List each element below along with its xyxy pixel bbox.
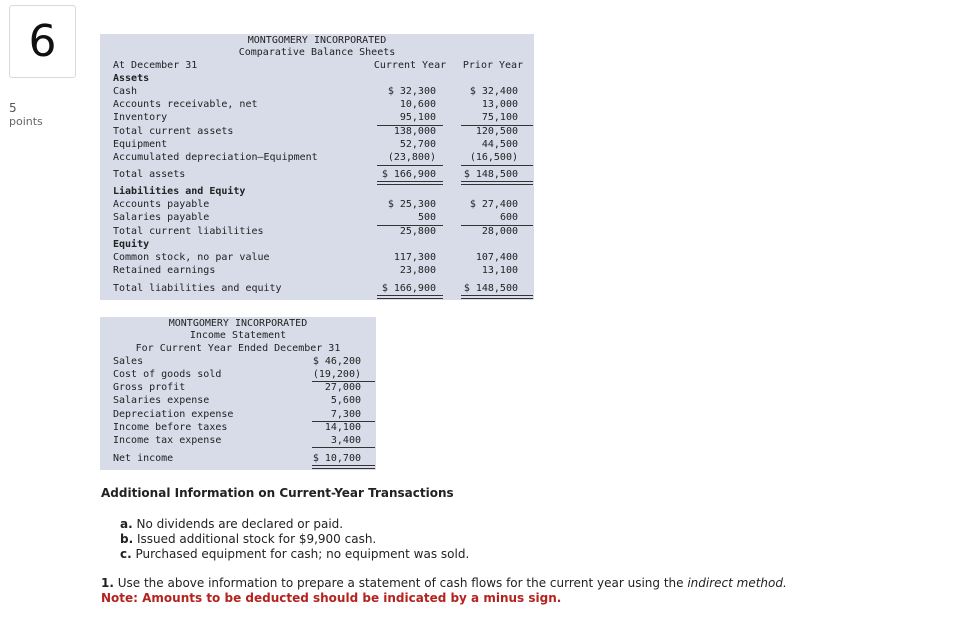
table-row: [100, 85, 534, 98]
table-row: [100, 355, 376, 368]
row-label: Total liabilities and equity: [113, 283, 282, 294]
row-label: Gross profit: [113, 382, 186, 393]
additional-info-item: [120, 532, 376, 547]
underline: [461, 165, 533, 166]
row-label: Assets: [113, 73, 150, 84]
item-letter: b.: [120, 532, 134, 546]
current-year-value: $ 32,300: [387, 86, 436, 97]
prior-year-value: $ 27,400: [469, 199, 518, 210]
balance-sheet-table: [100, 34, 534, 300]
row-label: Total current liabilities: [113, 226, 264, 237]
item-text: Issued additional stock for $9,900 cash.: [133, 532, 377, 546]
table-row: [100, 394, 376, 407]
instruction-number: 1.: [101, 576, 114, 590]
table-row: [100, 211, 534, 224]
amount-value: 5,600: [330, 395, 361, 406]
table-row: [100, 225, 534, 238]
table-row: [100, 98, 534, 111]
balance-sheet-title: Comparative Balance Sheets: [238, 47, 396, 58]
underline: [461, 295, 533, 296]
row-label: Total current assets: [113, 126, 234, 137]
current-year-value: $ 25,300: [387, 199, 436, 210]
current-year-value: 117,300: [393, 252, 436, 263]
prior-year-value: (16,500): [469, 152, 518, 163]
prior-year-value: 107,400: [475, 252, 518, 263]
table-row: [100, 251, 534, 264]
amount-value: 3,400: [330, 435, 361, 446]
underline: [461, 184, 533, 185]
row-label: Total assets: [113, 169, 186, 180]
table-row: [100, 381, 376, 394]
current-year-value: (23,800): [387, 152, 436, 163]
row-label: Inventory: [113, 112, 168, 123]
underline: [461, 125, 533, 126]
row-label: Salaries payable: [113, 212, 210, 223]
row-label: Income before taxes: [113, 422, 228, 433]
item-text: No dividends are declared or paid.: [132, 517, 344, 531]
table-row: [100, 138, 534, 151]
amount-value: (19,200): [312, 369, 361, 380]
row-label: Accumulated depreciation—Equipment: [113, 152, 318, 163]
prior-year-value: 120,500: [475, 126, 518, 137]
underline: [312, 465, 375, 466]
underline: [377, 295, 443, 296]
balance-sheet-company: MONTGOMERY INCORPORATED: [247, 35, 387, 46]
additional-info-item: [120, 517, 343, 532]
row-label: Depreciation expense: [113, 409, 234, 420]
amount-value: $ 46,200: [312, 356, 361, 367]
underline: [461, 298, 533, 299]
table-row: [100, 421, 376, 434]
row-label: Accounts receivable, net: [113, 99, 258, 110]
amount-value: $ 10,700: [312, 453, 361, 464]
current-year-value: 25,800: [399, 226, 436, 237]
additional-info-heading: [101, 486, 454, 501]
instruction-emphasis: indirect method.: [687, 576, 787, 590]
row-label: Cash: [113, 86, 138, 97]
underline: [377, 181, 443, 182]
row-label: Sales: [113, 356, 144, 367]
current-year-value: $ 166,900: [381, 169, 436, 180]
points-indicator: [9, 102, 43, 128]
current-year-value: 95,100: [399, 112, 436, 123]
underline: [377, 225, 443, 226]
current-year-value: 52,700: [399, 139, 436, 150]
income-statement-period: For Current Year Ended December 31: [135, 343, 341, 354]
table-row: [100, 168, 534, 181]
table-row: [100, 125, 534, 138]
table-row: [100, 282, 534, 295]
prior-year-value: 75,100: [481, 112, 518, 123]
underline: [312, 421, 375, 422]
income-statement-table: [100, 317, 376, 470]
additional-info-item: [120, 547, 469, 562]
underline: [377, 125, 443, 126]
row-label: Cost of goods sold: [113, 369, 222, 380]
table-row: [100, 434, 376, 447]
current-year-value: 23,800: [399, 265, 436, 276]
row-label: Salaries expense: [113, 395, 210, 406]
underline: [312, 381, 375, 382]
amount-value: 7,300: [330, 409, 361, 420]
prior-year-value: 13,100: [481, 265, 518, 276]
row-label: Accounts payable: [113, 199, 210, 210]
income-statement-company: MONTGOMERY INCORPORATED: [168, 318, 308, 329]
row-label: Net income: [113, 453, 174, 464]
prior-year-value: $ 148,500: [463, 283, 518, 294]
prior-year-value: 28,000: [481, 226, 518, 237]
additional-info-heading-text: Additional Information on Current-Year Transactions: [101, 486, 454, 500]
table-row: [100, 111, 534, 124]
prior-year-value: 44,500: [481, 139, 518, 150]
row-label: Equipment: [113, 139, 168, 150]
underline: [312, 468, 375, 469]
column-header-prior: Prior Year: [462, 60, 524, 71]
current-year-value: 138,000: [393, 126, 436, 137]
table-row: [100, 368, 376, 381]
question-number: 6: [9, 5, 76, 78]
row-label: Equity: [113, 239, 150, 250]
underline: [461, 225, 533, 226]
table-row: [100, 72, 534, 85]
instruction-body: Use the above information to prepare a statement of cash flows for the current year using the: [113, 576, 688, 590]
item-letter: a.: [120, 517, 133, 531]
table-row: [100, 452, 376, 465]
points-value: 5: [9, 101, 17, 115]
instruction-note: Note: Amounts to be deducted should be indicated by a minus sign.: [101, 591, 562, 605]
row-label: Common stock, no par value: [113, 252, 270, 263]
current-year-value: 500: [417, 212, 436, 223]
amount-value: 27,000: [324, 382, 361, 393]
underline: [377, 165, 443, 166]
current-year-value: $ 166,900: [381, 283, 436, 294]
row-label: Income tax expense: [113, 435, 222, 446]
underline: [461, 181, 533, 182]
table-row: [100, 408, 376, 421]
row-label: Liabilities and Equity: [113, 186, 246, 197]
table-row: [100, 151, 534, 164]
date-label-text: At December 31: [113, 60, 198, 71]
row-label: Retained earnings: [113, 265, 216, 276]
column-header-current: Current Year: [373, 60, 447, 71]
underline: [312, 447, 375, 448]
table-row: [100, 198, 534, 211]
points-label: points: [9, 115, 43, 128]
prior-year-value: $ 32,400: [469, 86, 518, 97]
income-statement-title: Income Statement: [189, 330, 287, 341]
item-text: Purchased equipment for cash; no equipment was sold.: [131, 547, 470, 561]
prior-year-value: 600: [499, 212, 518, 223]
current-year-value: 10,600: [399, 99, 436, 110]
prior-year-value: 13,000: [481, 99, 518, 110]
table-row: [100, 185, 534, 198]
prior-year-value: $ 148,500: [463, 169, 518, 180]
item-letter: c.: [120, 547, 132, 561]
amount-value: 14,100: [324, 422, 361, 433]
underline: [377, 298, 443, 299]
table-row: [100, 264, 534, 277]
instruction-text: [101, 576, 787, 591]
underline: [377, 184, 443, 185]
table-row: [100, 238, 534, 251]
